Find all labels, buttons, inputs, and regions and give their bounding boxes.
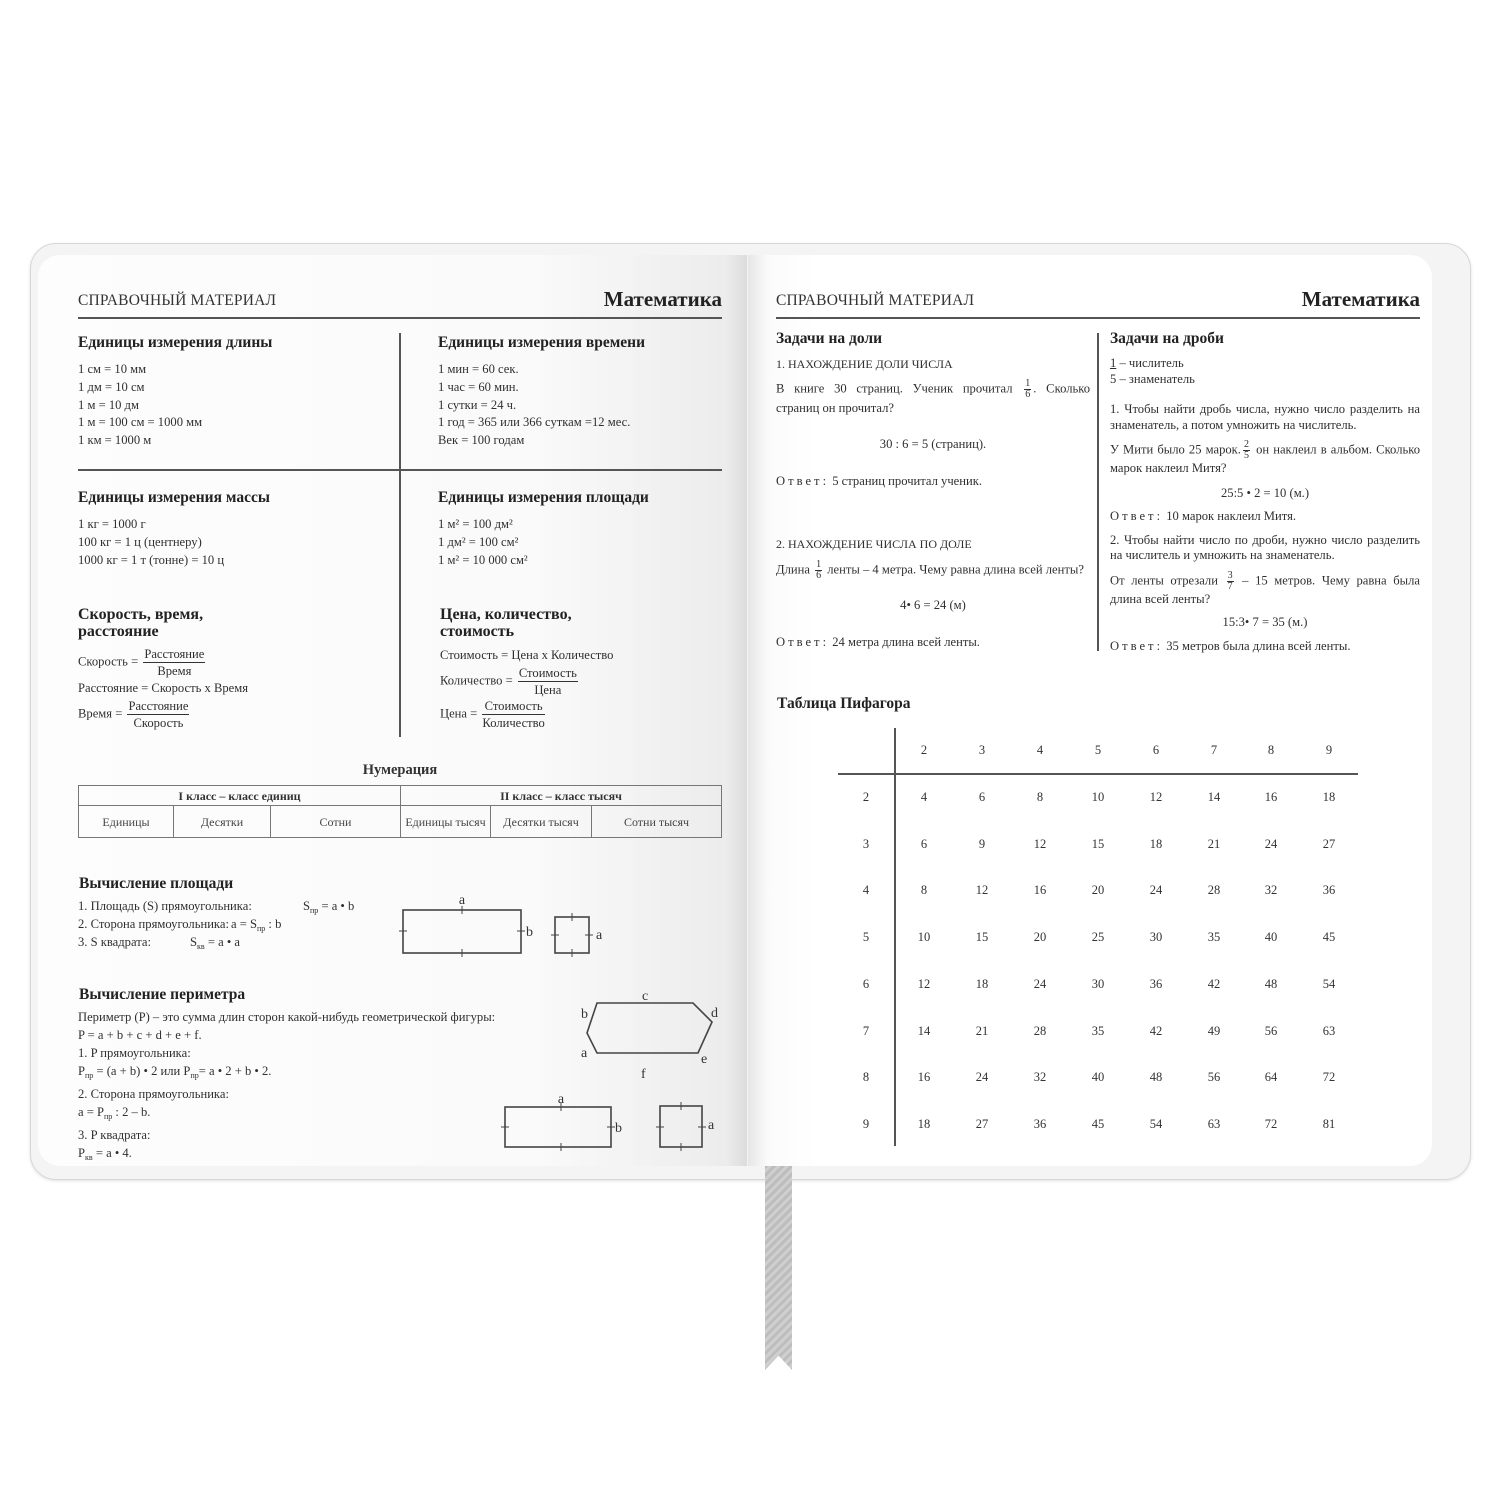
table-cell: 16: [1264, 790, 1278, 804]
text-segment: P: [78, 1146, 86, 1160]
answer-label: Ответ:: [1110, 509, 1164, 523]
table-cell: 8: [1036, 790, 1044, 804]
page-subject-title: Математика: [1301, 287, 1420, 311]
row-label: 5: [862, 930, 870, 945]
denominator: 5: [1110, 371, 1117, 386]
text-line: [440, 698, 620, 731]
table-cell: 40: [1264, 930, 1278, 945]
row-label: 2: [862, 790, 870, 804]
text-segment: P: [78, 1064, 86, 1078]
text-segment: 1 см = 10 мм: [78, 362, 147, 376]
fraction-numerator: 1: [1025, 377, 1031, 389]
text-block: [303, 897, 354, 920]
table-cell: 64: [1264, 1070, 1278, 1085]
text-block: [1110, 571, 1420, 608]
mass-units-section: [78, 489, 270, 569]
section-title: Единицы измерения массы: [78, 489, 270, 506]
table-cell: 20: [1033, 930, 1047, 945]
text-segment: 1 м² = 100 дм²: [438, 517, 513, 531]
rect-label-a: a: [557, 1092, 565, 1107]
table-cell: 30: [1149, 930, 1163, 945]
table-cell: 9: [978, 836, 986, 851]
class-header: I класс – класс единиц: [79, 786, 401, 806]
table-cell: 12: [975, 883, 989, 898]
table-cell: 40: [1091, 1070, 1105, 1085]
header-cell: 6: [1152, 743, 1160, 757]
table-cell: 25: [1091, 930, 1105, 945]
text-line: [78, 361, 272, 379]
text-block: [1110, 440, 1420, 477]
header-cell: 5: [1094, 743, 1102, 757]
text-block: [78, 1008, 495, 1167]
text-segment: 1 год = 365 или 366 суткам =12 мес.: [438, 415, 631, 430]
text-line: [438, 361, 645, 379]
answer: 5 страниц прочитал ученик.: [832, 473, 983, 488]
table-cell: 15: [1091, 836, 1105, 851]
text-segment: Периметр (P) – это сумма длин сторон какой-нибудь геометрической фигуры:: [78, 1010, 496, 1024]
table-cell: 63: [1322, 1023, 1336, 1038]
area-units-section: [438, 489, 649, 569]
text-segment: = a • b: [318, 899, 355, 913]
column-divider: [1097, 333, 1099, 651]
text-segment: 1 кг = 1000 г: [78, 517, 146, 531]
table-cell: 32: [1033, 1070, 1047, 1085]
table-cell: 18: [975, 976, 989, 991]
text-segment: От ленты отрезали: [1110, 572, 1225, 587]
section-title: Скорость, время, расстояние: [78, 606, 204, 640]
text-line: [78, 432, 272, 450]
text-segment: 2. Сторона прямоугольника:: [78, 1087, 229, 1101]
text-segment: 1000 кг = 1 т (тонне) = 10 ц: [78, 552, 225, 567]
numeration-title: Нумерация: [362, 762, 438, 778]
hex-label-c: c: [642, 989, 649, 1004]
table-cell: 21: [975, 1023, 989, 1038]
perimeter-figures: [495, 1085, 725, 1155]
text-segment: 1 км = 1000 м: [78, 433, 152, 448]
time-units-section: [438, 334, 645, 450]
text-block: [78, 646, 258, 731]
answer-label: Ответ:: [776, 634, 830, 649]
text-line: [438, 432, 645, 450]
text-segment: . Сколько страниц он прочитал?: [776, 381, 1090, 415]
text-segment: 100 кг = 1 ц (центнеру): [78, 534, 202, 549]
table-cell: 56: [1207, 1070, 1221, 1085]
table-cell: 35: [1207, 930, 1221, 945]
text-segment: 1 м = 100 см = 1000 мм: [78, 415, 203, 430]
header-divider: [78, 317, 722, 319]
page-header-label: СПРАВОЧНЫЙ МАТЕРИАЛ: [776, 292, 975, 309]
table-cell: 6: [978, 790, 986, 804]
denominator-label: – знаменатель: [1116, 371, 1195, 386]
price-section: [440, 606, 620, 731]
section-title: Единицы измерения длины: [78, 334, 273, 351]
rank-cell: Сотни тысяч: [592, 806, 722, 838]
perimeter-title: Вычисление периметра: [79, 986, 246, 1003]
text-block: [78, 361, 272, 450]
solution: 15:3• 7 = 35 (м.): [1222, 615, 1308, 629]
table-cell: 72: [1264, 1116, 1278, 1131]
row-label: 9: [862, 1116, 870, 1131]
square-figure: [555, 917, 589, 953]
fractions-section: [1110, 330, 1420, 654]
table-cell: 63: [1207, 1116, 1221, 1131]
text-segment: 3. P квадрата:: [78, 1128, 151, 1142]
subscript: пр: [85, 1071, 94, 1080]
table-cell: 42: [1207, 976, 1221, 991]
text-line: [78, 516, 270, 534]
text-segment: 1. P прямоугольника:: [78, 1046, 191, 1060]
fraction-numerator: Расстояние: [144, 647, 205, 661]
hex-label-a: a: [581, 1046, 588, 1061]
table-cell: 15: [975, 930, 989, 945]
subscript: пр: [257, 924, 266, 933]
text-segment: S: [190, 935, 198, 949]
header-cell: 2: [920, 743, 928, 757]
table-cell: 36: [1149, 976, 1163, 991]
section-title: Единицы измерения времени: [438, 334, 646, 351]
table-cell: 14: [1207, 790, 1221, 804]
fraction-denominator: 6: [816, 570, 822, 582]
table-cell: 10: [917, 930, 931, 945]
rectangle-figure: [505, 1107, 611, 1147]
text-segment: Цена =: [440, 706, 481, 721]
table-cell: 18: [917, 1116, 931, 1131]
fraction: [143, 646, 205, 679]
fraction: [127, 698, 189, 731]
rank-cell: Сотни: [271, 806, 401, 838]
table-cell: 21: [1207, 836, 1221, 851]
table-cell: 54: [1322, 976, 1336, 991]
section-title: Задачи на дроби: [1110, 330, 1224, 347]
table-cell: 81: [1322, 1116, 1336, 1131]
text-segment: = a • 4.: [92, 1146, 132, 1160]
text-line: [78, 1062, 495, 1085]
text-segment: Стоимость = Цена х Количество: [440, 648, 614, 662]
table-cell: 12: [917, 976, 931, 991]
table-cell: 8: [920, 883, 928, 898]
text-line: [78, 534, 270, 552]
text-block: [776, 379, 1090, 416]
text-block: [440, 646, 620, 731]
table-cell: 16: [917, 1070, 931, 1085]
text-line: [78, 698, 258, 731]
text-line: [438, 552, 649, 570]
rectangle-figure: [403, 910, 521, 953]
table-cell: 42: [1149, 1023, 1163, 1038]
text-line: [78, 1026, 495, 1044]
section-title: Цена, количество, стоимость: [440, 606, 572, 640]
fraction-numerator: 3: [1227, 569, 1233, 581]
speed-section: [78, 606, 258, 731]
solution: 25:5 • 2 = 10 (м.): [1220, 485, 1310, 500]
text-line: [78, 1085, 495, 1103]
rank-cell: Единицы тысяч: [401, 806, 491, 838]
fraction: [1243, 440, 1250, 461]
row-label: 3: [862, 836, 870, 851]
text-segment: = (a + b) • 2 или P: [93, 1064, 191, 1078]
text-segment: 1 м = 10 дм: [78, 397, 139, 412]
text-segment: он наклеил в альбом. Сколько марок наклеил Митя?: [1110, 442, 1420, 475]
text-line: [190, 933, 240, 956]
row-label: 8: [862, 1070, 870, 1085]
rank-cell: Десятки тысяч: [491, 806, 592, 838]
text-line: [78, 1044, 495, 1062]
text-segment: : b: [265, 917, 282, 931]
hexagon-figure: [570, 985, 730, 1080]
text-line: [78, 414, 272, 432]
text-segment: 1 дм² = 100 см²: [438, 534, 519, 549]
text-segment: = a • 2 + b • 2.: [198, 1064, 272, 1078]
solution: 30 : 6 = 5 (страниц).: [879, 436, 987, 451]
text-segment: Время =: [78, 706, 126, 721]
subheading: 2. НАХОЖДЕНИЕ ЧИСЛА ПО ДОЛЕ: [776, 537, 972, 552]
numerator-label: – числитель: [1116, 356, 1184, 370]
fraction-numerator: 1: [816, 559, 822, 571]
header-divider: [776, 317, 1420, 319]
table-cell: 24: [1033, 976, 1047, 991]
fraction: [1227, 571, 1234, 592]
pythagoras-title: Таблица Пифагора: [777, 695, 911, 712]
subheading: 1. НАХОЖДЕНИЕ ДОЛИ ЧИСЛА: [776, 357, 953, 371]
text-line: [78, 552, 270, 570]
text-line: [78, 646, 258, 679]
table-cell: 14: [917, 1023, 931, 1038]
row-label: 6: [862, 976, 870, 991]
hex-label-d: d: [711, 1006, 718, 1021]
text-block: [78, 516, 270, 569]
text-segment: 1 час = 60 мин.: [438, 379, 519, 394]
table-cell: 48: [1149, 1070, 1163, 1085]
text-block: [776, 560, 1090, 581]
answer-label: Ответ:: [1110, 638, 1164, 653]
table-cell: 18: [1149, 836, 1163, 851]
answer: 24 метра длина всей ленты.: [832, 634, 980, 649]
section-title: Единицы измерения площади: [438, 489, 649, 506]
subscript: кв: [197, 942, 205, 951]
text-segment: 1 дм = 10 см: [78, 379, 145, 394]
rank-cell: Единицы: [79, 806, 174, 838]
fraction-denominator: Время: [157, 664, 192, 678]
rank-cell: Десятки: [174, 806, 271, 838]
rule: 1. Чтобы найти дробь числа, нужно число разделить на знаменатель, а потом умножить на числитель.: [1110, 402, 1420, 432]
text-segment: P = a + b + c + d + e + f.: [78, 1028, 202, 1042]
table-cell: 16: [1033, 883, 1047, 898]
table-cell: 24: [975, 1070, 989, 1085]
table-cell: 20: [1091, 883, 1105, 898]
text-line: [78, 397, 272, 415]
text-line: [78, 1008, 495, 1026]
text-line: 2. Сторона прямоугольника:: [78, 917, 229, 931]
fraction-numerator: Стоимость: [518, 666, 577, 680]
fraction-denominator: 6: [1025, 388, 1031, 400]
table-cell: 45: [1322, 930, 1336, 945]
text-segment: В книге 30 страниц. Ученик прочитал: [776, 381, 1023, 396]
area-figures: [380, 880, 640, 970]
square-label-a: a: [596, 928, 603, 943]
text-line: [438, 414, 645, 432]
table-cell: 4: [920, 790, 928, 804]
row-label: 4: [862, 883, 870, 898]
text-line: [438, 534, 649, 552]
subscript: пр: [310, 906, 319, 915]
fraction-numerator: Стоимость: [482, 698, 544, 715]
rule: 2. Чтобы найти число по дроби, нужно число разделить на числитель и умножить на знаменатель.: [1110, 532, 1420, 562]
text-segment: Скорость =: [78, 654, 142, 669]
table-cell: 49: [1207, 1023, 1221, 1038]
table-cell: 28: [1207, 883, 1221, 898]
table-cell: 24: [1264, 836, 1278, 851]
column-divider: [399, 333, 401, 737]
table-cell: 27: [1322, 836, 1336, 851]
text-line: [78, 1126, 495, 1144]
table-cell: 28: [1033, 1023, 1047, 1038]
text-segment: : 2 – b.: [112, 1105, 151, 1119]
fraction-denominator: 5: [1243, 450, 1249, 461]
fraction: [815, 560, 822, 581]
square-label-a: a: [708, 1118, 715, 1133]
page-header-label: СПРАВОЧНЫЙ МАТЕРИАЛ: [78, 292, 277, 309]
header-cell: 8: [1267, 743, 1275, 757]
rect-label-b: b: [615, 1121, 622, 1136]
text-segment: ленты – 4 метра. Чему равна длина всей ленты?: [824, 562, 1084, 577]
fraction: [1024, 379, 1031, 400]
answer: 10 марок наклеил Митя.: [1166, 509, 1297, 523]
numerator: 1: [1110, 356, 1117, 370]
table-vertical-line: [894, 728, 896, 1146]
text-segment: 1 сутки = 24 ч.: [438, 397, 517, 412]
subscript: пр: [104, 1112, 113, 1121]
header-cell: 3: [978, 743, 986, 757]
table-cell: 72: [1322, 1070, 1336, 1085]
text-line: 3. S квадрата:: [78, 935, 151, 949]
text-segment: S: [303, 899, 311, 913]
row-label: 7: [862, 1023, 870, 1038]
table-cell: 18: [1322, 790, 1336, 804]
text-segment: = a • a: [204, 935, 240, 949]
class-header: II класс – класс тысяч: [401, 786, 722, 806]
text-segment: У Мити было 25 марок.: [1110, 442, 1241, 457]
hex-label-e: e: [701, 1052, 708, 1067]
text-line: [438, 397, 645, 415]
subscript: кв: [85, 1153, 93, 1162]
area-calc-title: Вычисление площади: [79, 875, 234, 892]
fraction-numerator: Расстояние: [128, 699, 189, 713]
text-segment: – 15 метров. Чему равна была длина всей ленты?: [1110, 572, 1420, 606]
answer-label: Ответ:: [776, 473, 830, 488]
rect-label-a: a: [458, 893, 466, 908]
text-line: [78, 1103, 495, 1126]
table-cell: 32: [1264, 883, 1278, 898]
table-cell: 36: [1322, 883, 1336, 898]
text-segment: Расстояние = Скорость х Время: [78, 681, 248, 695]
table-horizontal-line: [838, 773, 1358, 775]
text-line: [440, 646, 620, 665]
bookmark-ribbon[interactable]: [765, 1165, 792, 1370]
table-cell: 54: [1149, 1116, 1163, 1131]
fraction: [482, 698, 544, 731]
table-cell: 6: [920, 836, 928, 851]
row-divider: [78, 469, 722, 471]
text-line: [438, 379, 645, 397]
header-cell: 4: [1036, 743, 1044, 757]
rect-label-b: b: [526, 925, 533, 940]
header-cell: 9: [1325, 743, 1333, 757]
fraction-denominator: Цена: [534, 683, 562, 697]
table-cell: 27: [975, 1116, 989, 1131]
table-cell: 30: [1091, 976, 1105, 991]
hex-label-b: b: [581, 1007, 588, 1022]
numeration-table: [78, 785, 722, 838]
page-subject-title: Математика: [603, 287, 722, 311]
fraction-denominator: 7: [1227, 580, 1233, 592]
fraction-denominator: Скорость: [133, 716, 184, 730]
text-segment: 1 мин = 60 сек.: [438, 362, 519, 376]
header-cell: 7: [1210, 743, 1218, 757]
hex-label-f: f: [641, 1067, 646, 1080]
table-cell: 10: [1091, 790, 1105, 804]
text-block: [438, 361, 645, 450]
text-segment: Век = 100 годам: [438, 433, 525, 448]
table-cell: 45: [1091, 1116, 1105, 1131]
square-figure: [660, 1106, 702, 1147]
fraction-numerator: 2: [1243, 439, 1249, 450]
table-cell: 35: [1091, 1023, 1105, 1038]
table-cell: 56: [1264, 1023, 1278, 1038]
text-line: [78, 379, 272, 397]
table-cell: 24: [1149, 883, 1163, 898]
text-line: [303, 897, 354, 920]
table-cell: 48: [1264, 976, 1278, 991]
text-block: [438, 516, 649, 569]
table-cell: 12: [1149, 790, 1163, 804]
text-segment: a = S: [231, 917, 257, 931]
table-cell: 12: [1033, 836, 1047, 851]
text-line: 1. Площадь (S) прямоугольника:: [78, 899, 252, 913]
subscript: пр: [190, 1071, 199, 1080]
text-block: [190, 933, 240, 956]
text-line: [78, 679, 258, 698]
text-line: [78, 1144, 495, 1167]
solution: 4• 6 = 24 (м): [900, 598, 966, 613]
text-segment: Длина: [776, 562, 814, 577]
text-line: [438, 516, 649, 534]
shares-section: [776, 330, 1090, 652]
answer: 35 метров была длина всей ленты.: [1166, 638, 1351, 653]
text-segment: 1 м² = 10 000 см²: [438, 552, 528, 567]
text-segment: Количество =: [440, 673, 516, 688]
length-units-section: [78, 334, 272, 450]
section-title: Задачи на доли: [776, 330, 883, 347]
text-line: [440, 665, 620, 698]
fraction-denominator: Количество: [482, 716, 545, 730]
table-cell: 36: [1033, 1116, 1047, 1131]
fraction: [518, 665, 578, 698]
text-segment: a = P: [78, 1105, 104, 1119]
